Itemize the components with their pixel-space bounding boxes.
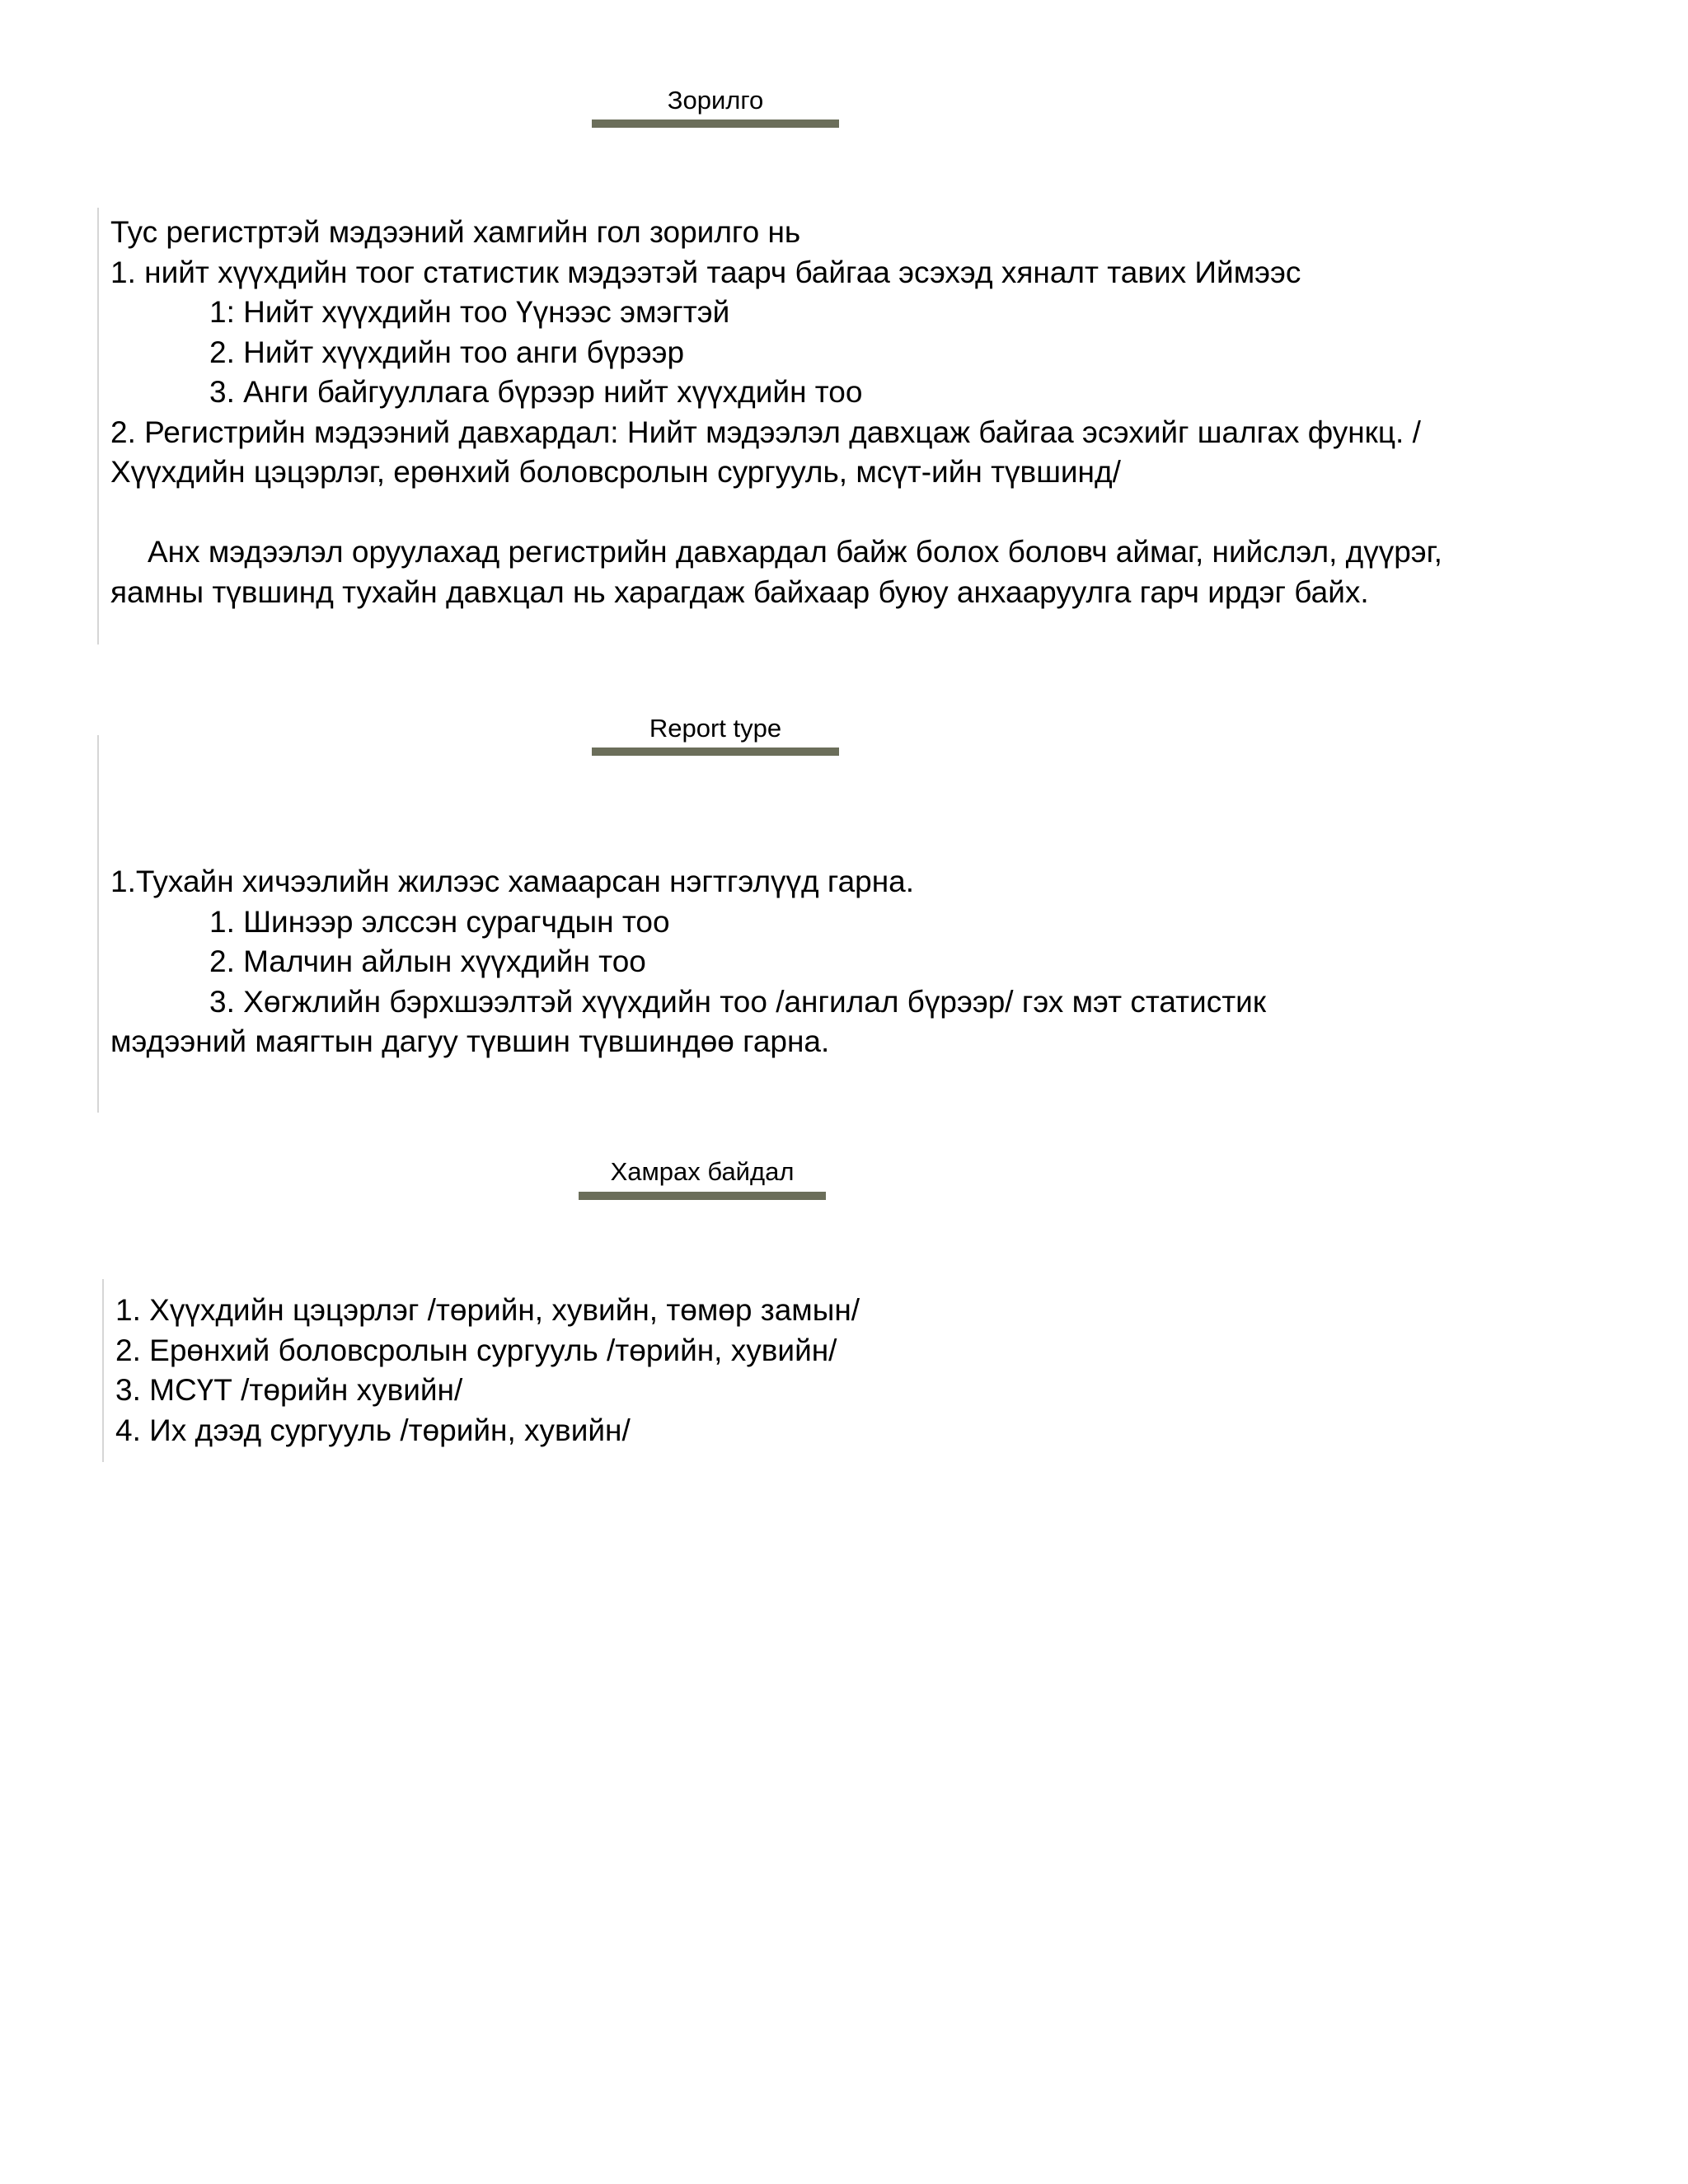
report-type-line-intro: 1.Тухайн хичээлийн жилээс хамаарсан нэгтгэлүүд гарна. [110,865,915,898]
report-type-section [97,735,1606,1113]
purpose-line-paragraph-cont: яамны түвшинд тухайн давхцал нь харагдаж байхаар буюу анхааруулга гарч ирдэг байх. [110,574,1369,609]
report-type-line-subitem-3: 3. Хөгжлийн бэрхшээлтэй хүүхдийн тоо /ангилал бүрээр/ гэх мэт статистик [209,984,1267,1019]
coverage-list-item-4: 4. Их дээд сургууль /төрийн, хувийн/ [115,1413,631,1447]
coverage-heading-underline [579,1192,826,1200]
report-type-line-subitem-2: 2. Малчин айлын хүүхдийн тоо [209,944,646,978]
coverage-list-item-3: 3. МСҮТ /төрийн хувийн/ [115,1373,463,1407]
purpose-line-item-2: 2. Регистрийн мэдээний давхардал: Нийт мэдээлэл давхцаж байгаа эсэхийг шалгах функц. / [110,415,1421,449]
purpose-line-subitem-2: 2. Нийт хүүхдийн тоо анги бүрээр [209,335,685,369]
coverage-section [102,1279,1606,1462]
purpose-line-subitem-1: 1: Нийт хүүхдийн тоо Үүнээс эмэгтэй [209,295,730,329]
purpose-blank-line [110,493,1606,533]
purpose-section [97,208,1606,644]
purpose-line-intro: Тус регистртэй мэдээний хамгийн гол зорилго нь [110,215,801,249]
purpose-heading-underline [592,120,839,128]
coverage-heading: Хамрах байдал [610,1157,795,1186]
coverage-list-item-2: 2. Ерөнхий боловсролын сургууль /төрийн, хувийн/ [115,1333,837,1367]
report-type-line-subitem-3-cont: мэдээний маягтын дагуу түвшин түвшиндөө гарна. [110,1024,830,1058]
purpose-heading: Зорилго [667,86,764,115]
purpose-line-item-1: 1. нийт хүүхдийн тоог статистик мэдээтэй таарч байгаа эсэхэд хяналт тавих Иймээс [110,255,1301,289]
coverage-list-item-1: 1. Хүүхдийн цэцэрлэг /төрийн, хувийн, төмөр замын/ [115,1293,860,1327]
purpose-line-item-2-cont: Хүүхдийн цэцэрлэг, ерөнхий боловсролын сургууль, мсүт-ийн түвшинд/ [110,455,1121,489]
purpose-line-subitem-3: 3. Анги байгууллага бүрээр нийт хүүхдийн тоо [209,375,863,409]
purpose-line-paragraph: Анх мэдээлэл оруулахад регистрийн давхардал байж болох боловч аймаг, нийслэл, дүүрэг, [148,535,1442,569]
report-type-line-subitem-1: 1. Шинээр элссэн сурагчдын тоо [209,904,670,939]
report-type-heading: Report type [649,714,782,743]
